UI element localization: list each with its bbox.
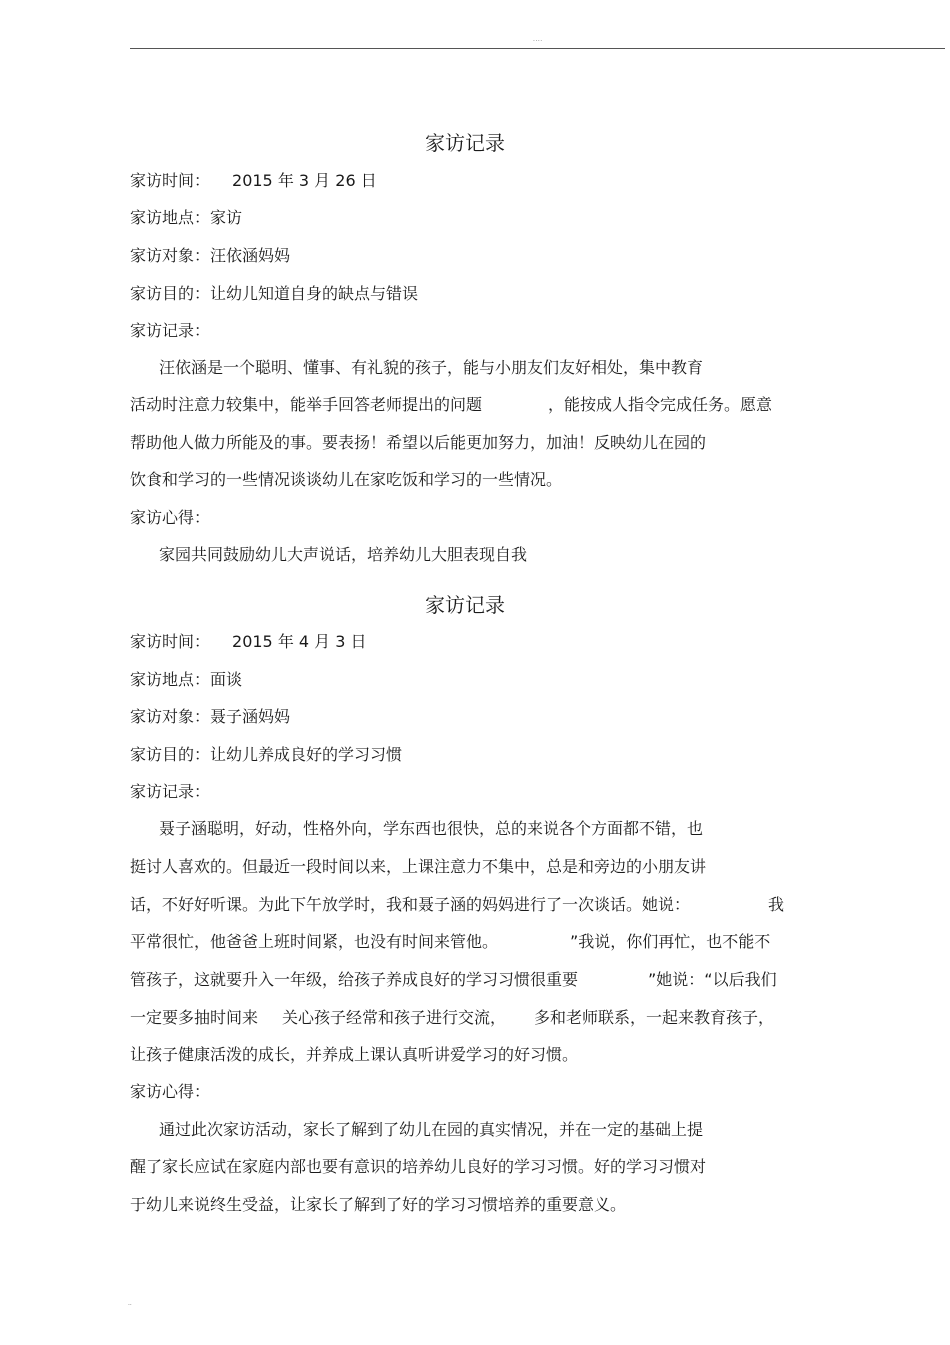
field-label: 家访时间： xyxy=(130,632,211,651)
field-label: 家访时间： xyxy=(130,171,211,190)
visit-purpose-row xyxy=(130,284,418,304)
field-label: 家访目的： xyxy=(130,284,211,303)
record-label: 家访记录： xyxy=(130,321,211,340)
field-value: 家访 xyxy=(210,208,243,227)
visit-place-row xyxy=(130,208,242,228)
field-label: 家访地点： xyxy=(130,208,211,227)
visit-target-row xyxy=(130,707,290,727)
text-segment: ”我说，你们再忙，也不能不 xyxy=(570,932,771,951)
text-segment: 话，不好好听课。为此下午放学时，我和聂子涵的妈妈进行了一次谈话。她说： xyxy=(130,895,691,914)
text-segment: 管孩子，这就要升入一年级，给孩子养成良好的学习习惯很重要 xyxy=(130,970,579,989)
insight-text-line: 于幼儿来说终生受益，让家长了解到了好的学习习惯培养的重要意义。 xyxy=(130,1195,627,1214)
text-segment: 关心孩子经常和孩子进行交流， xyxy=(282,1008,507,1027)
field-value: 聂子涵妈妈 xyxy=(210,707,291,726)
header-rule xyxy=(130,48,945,49)
field-value: 汪依涵妈妈 xyxy=(210,246,291,265)
visit-place-row xyxy=(130,670,242,690)
text-segment: ”她说：“以后我们 xyxy=(648,970,777,989)
visit-purpose-row xyxy=(130,745,402,765)
header-dots: .... xyxy=(533,36,543,43)
record-text-line xyxy=(130,970,777,990)
text-segment: 平常很忙，他爸爸上班时间紧，也没有时间来管他。 xyxy=(130,932,499,951)
record-text-line: 帮助他人做力所能及的事。要表扬！希望以后能更加努力，加油！反映幼儿在园的 xyxy=(130,433,707,452)
text-segment: 一定要多抽时间来 xyxy=(130,1008,259,1027)
record-text-line xyxy=(130,895,784,915)
record-text-line: 让孩子健康活泼的成长，并养成上课认真听讲爱学习的好习惯。 xyxy=(130,1045,579,1064)
field-value: 2015 年 4 月 3 日 xyxy=(232,632,367,651)
visit-target-row xyxy=(130,246,290,266)
field-label: 家访对象： xyxy=(130,246,211,265)
text-segment: 多和老师联系，一起来教育孩子， xyxy=(534,1008,775,1027)
record-text-line: 汪依涵是一个聪明、懂事、有礼貌的孩子，能与小朋友们友好相处，集中教育 xyxy=(159,358,704,377)
record-text-line xyxy=(130,1008,774,1028)
field-value: 2015 年 3 月 26 日 xyxy=(232,171,377,190)
field-value: 面谈 xyxy=(210,670,243,689)
visit-time-row xyxy=(130,171,377,191)
text-segment: 活动时注意力较集中，能举手回答老师提出的问题 xyxy=(130,395,483,414)
field-value: 让幼儿养成良好的学习习惯 xyxy=(210,745,403,764)
record-text-line xyxy=(130,932,770,952)
record-title: 家访记录 xyxy=(425,131,505,155)
visit-time-row xyxy=(130,632,367,652)
record-label: 家访记录： xyxy=(130,782,211,801)
text-segment: ，能按成人指令完成任务。愿意 xyxy=(548,395,773,414)
text-segment: 我 xyxy=(768,895,785,914)
field-value: 让幼儿知道自身的缺点与错误 xyxy=(210,284,419,303)
insight-label: 家访心得： xyxy=(130,508,211,527)
insight-label: 家访心得： xyxy=(130,1082,211,1101)
insight-text-line: 通过此次家访活动，家长了解到了幼儿在园的真实情况，并在一定的基础上提 xyxy=(159,1120,704,1139)
record-text-line xyxy=(130,395,772,415)
record-title: 家访记录 xyxy=(425,593,505,617)
record-text-line: 聂子涵聪明，好动，性格外向，学东西也很快，总的来说各个方面都不错，也 xyxy=(159,819,704,838)
field-label: 家访对象： xyxy=(130,707,211,726)
insight-text-line: 醒了家长应试在家庭内部也要有意识的培养幼儿良好的学习习惯。好的学习习惯对 xyxy=(130,1157,707,1176)
field-label: 家访地点： xyxy=(130,670,211,689)
insight-text-line: 家园共同鼓励幼儿大声说话，培养幼儿大胆表现自我 xyxy=(159,545,528,564)
footer-dots: .. xyxy=(128,1300,132,1307)
record-text-line: 挺讨人喜欢的。但最近一段时间以来，上课注意力不集中，总是和旁边的小朋友讲 xyxy=(130,857,707,876)
record-text-line: 饮食和学习的一些情况谈谈幼儿在家吃饭和学习的一些情况。 xyxy=(130,470,563,489)
field-label: 家访目的： xyxy=(130,745,211,764)
